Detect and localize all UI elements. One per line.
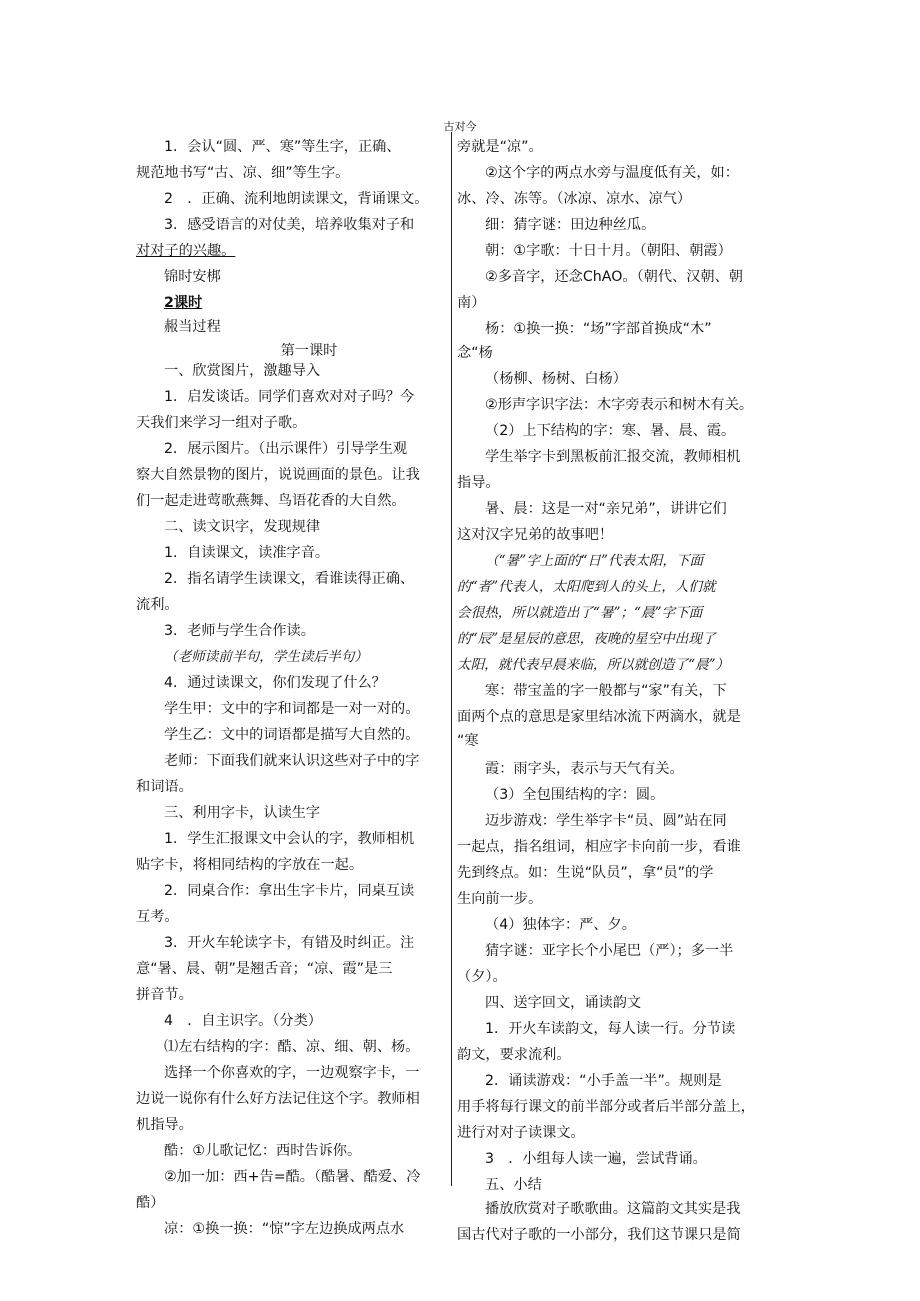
text-line: （3）全包围结构的字：圆。 bbox=[485, 787, 665, 803]
text-line: 一、欣赏图片，激趣导入 bbox=[164, 363, 321, 379]
page-title: 古对今 bbox=[443, 120, 477, 133]
text-line: 贴字卡，将相同结构的字放在一起。 bbox=[136, 857, 364, 873]
text-line: 这对汉字兄弟的故事吧！ bbox=[457, 527, 614, 543]
text-line: 3．感受语言的对仗美，培养收集对子和 bbox=[164, 217, 415, 233]
text-line: 先到终点。如：生说“队员”，拿“员”的学 bbox=[457, 865, 714, 881]
text-line: 1．自读课文，读准字音。 bbox=[164, 545, 330, 561]
text-line: 2 ．正确、流利地朗读课文，背诵课文。 bbox=[164, 191, 429, 207]
text-line: 生向前一步。 bbox=[457, 891, 543, 907]
text-line: 边说一说你有什么好方法记住这个字。教师相 bbox=[136, 1091, 420, 1107]
text-line: 的“者”代表人，太阳爬到人的头上，人们就 bbox=[457, 579, 716, 595]
text-line: （“暑”字上面的“日”代表太阳，下面 bbox=[485, 553, 704, 569]
text-line: 念“杨 bbox=[457, 345, 493, 361]
text-line: 二、读文识字，发现规律 bbox=[164, 519, 321, 535]
text-line: 拼音节。 bbox=[136, 987, 193, 1003]
text-line: 赧当过程 bbox=[164, 319, 221, 335]
text-line: 猜字谜：亚字长个小尾巴（严）；多一半 bbox=[485, 943, 734, 959]
text-line: 进行对对子读课文。 bbox=[457, 1125, 585, 1141]
text-line: 老师：下面我们就来认识这些对子中的字 bbox=[164, 753, 420, 769]
text-line: 意“暑、晨、朝”是翘舌音；“凉、霞”是三 bbox=[136, 961, 393, 977]
text-line: 的“辰”是星辰的意思，夜晚的星空中出现了 bbox=[457, 631, 716, 647]
text-line: 四、送字回文，诵读韵文 bbox=[485, 995, 642, 1011]
text-line: （2）上下结构的字：寒、暑、晨、霞。 bbox=[485, 423, 736, 439]
text-line: 五、小结 bbox=[485, 1177, 542, 1193]
text-line: 酷） bbox=[136, 1195, 165, 1211]
text-line: 霞：雨字头，表示与天气有关。 bbox=[485, 761, 684, 777]
text-line: ②形声字识字法：木字旁表示和树木有关。 bbox=[485, 397, 754, 413]
text-line: 学生乙：文中的词语都是描写大自然的。 bbox=[164, 727, 420, 743]
text-line: 们一起走进莺歌燕舞、鸟语花香的大自然。 bbox=[136, 493, 406, 509]
text-line: 1．启发谈话。同学们喜欢对对子吗？今 bbox=[164, 389, 415, 405]
text-line: 杨：①换一换：“场”字部首换成“木” bbox=[485, 321, 712, 337]
text-line: 细：猜字谜：田边种丝瓜。 bbox=[485, 217, 656, 233]
text-line: 播放欣赏对子歌歌曲。这篇韵文其实是我 bbox=[485, 1201, 741, 1217]
text-line: 朝：①字歌：十日十月。（朝阳、朝霞） bbox=[485, 243, 732, 259]
text-line: 天我们来学习一组对子歌。 bbox=[136, 415, 307, 431]
text-line: “寒 bbox=[457, 733, 479, 749]
text-line: 选择一个你喜欢的字，一边观察字卡，一 bbox=[164, 1065, 420, 1081]
text-line: （老师读前半句，学生读后半句） bbox=[164, 649, 368, 665]
text-line: 2．指名请学生读课文，看谁读得正确、 bbox=[164, 571, 415, 587]
text-line: 酷：①儿歌记忆：西时告诉你。 bbox=[164, 1143, 362, 1159]
text-line: 暑、晨：这是一对“亲兄弟”，讲讲它们 bbox=[485, 501, 727, 517]
text-line: 锦时安梆 bbox=[164, 269, 221, 285]
text-line: 寒：带宝盖的字一般都与“家”有关，下 bbox=[485, 683, 727, 699]
text-line: 一起点，指名组词，相应字卡向前一步，看谁 bbox=[457, 839, 741, 855]
text-line: （杨柳、杨树、白杨） bbox=[485, 371, 627, 387]
text-line: 2课时 bbox=[164, 295, 203, 311]
text-line: 会很热，所以就造出了“暑”；“晨”字下面 bbox=[457, 605, 703, 621]
text-line: 1．学生汇报课文中会认的字，教师相机 bbox=[164, 831, 415, 847]
text-line: 1．会认“圆、严、寒”等生字，正确、 bbox=[164, 139, 401, 155]
text-line: 互考。 bbox=[136, 909, 179, 925]
text-line: ⑴左右结构的字：酷、凉、细、朝、杨。 bbox=[164, 1039, 420, 1055]
text-line: ②多音字，还念ChAO。（朝代、汉朝、朝 bbox=[485, 269, 743, 285]
text-line: 4 ．自主识字。（分类） bbox=[164, 1013, 322, 1029]
text-line: （夕）。 bbox=[457, 969, 507, 985]
text-line: 南） bbox=[457, 295, 486, 311]
text-line: 1．开火车读韵文，每人读一行。分节读 bbox=[485, 1021, 736, 1037]
text-line: 和词语。 bbox=[136, 779, 193, 795]
text-line: 规范地书写“古、凉、细”等生字。 bbox=[136, 165, 350, 181]
text-line: 3．开火车轮读字卡，有错及时纠正。注 bbox=[164, 935, 415, 951]
text-line: 指导。 bbox=[457, 475, 500, 491]
text-line: 冰、冷、冻等。（冰凉、凉水、凉气） bbox=[457, 191, 692, 207]
text-line: 学生举字卡到黑板前汇报交流，教师相机 bbox=[485, 449, 741, 465]
text-line: 太阳，就代表早晨来临，所以就创造了“晨”） bbox=[457, 657, 730, 673]
text-line: 用手将每行课文的前半部分或者后半部分盖上， bbox=[457, 1099, 755, 1115]
text-line: 流利。 bbox=[136, 597, 179, 613]
text-line: 3．老师与学生合作读。 bbox=[164, 623, 315, 639]
text-line: 国古代对子歌的一小部分，我们这节课只是简 bbox=[457, 1227, 741, 1243]
text-line: 面两个点的意思是家里结冰流下两滴水，就是 bbox=[457, 709, 741, 725]
text-line: 旁就是“凉”。 bbox=[457, 139, 543, 155]
text-line: 韵文，要求流利。 bbox=[457, 1047, 571, 1063]
text-line: 机指导。 bbox=[136, 1117, 193, 1133]
text-line: 迈步游戏：学生举字卡“员、圆”站在同 bbox=[485, 813, 727, 829]
text-line: 学生甲：文中的字和词都是一对一对的。 bbox=[164, 701, 420, 717]
text-line: 察大自然景物的图片，说说画面的景色。让我 bbox=[136, 467, 420, 483]
text-line: 2．展示图片。（出示课件）引导学生观 bbox=[164, 441, 408, 457]
section-heading: 第一课时 bbox=[280, 343, 338, 359]
text-line: 2．同桌合作：拿出生字卡片，同桌互读 bbox=[164, 883, 415, 899]
text-line: 4．通过读课文，你们发现了什么？ bbox=[164, 675, 386, 691]
text-line: （4）独体字：严、夕。 bbox=[485, 917, 636, 933]
text-line: ②这个字的两点水旁与温度低有关，如： bbox=[485, 165, 739, 181]
column-divider bbox=[451, 132, 452, 1186]
text-line: 2．诵读游戏：“小手盖一半”。规则是 bbox=[485, 1073, 722, 1089]
text-line: ②加一加：西+告=酷。（酷暑、酷爱、冷 bbox=[164, 1169, 421, 1185]
text-line: 凉：①换一换：“惊”字左边换成两点水 bbox=[164, 1221, 405, 1237]
text-line: 对对子的兴趣。 bbox=[136, 243, 236, 259]
text-line: 3 ．小组每人读一遍，尝试背诵。 bbox=[485, 1151, 707, 1167]
text-line: 三、利用字卡，认读生字 bbox=[164, 805, 321, 821]
